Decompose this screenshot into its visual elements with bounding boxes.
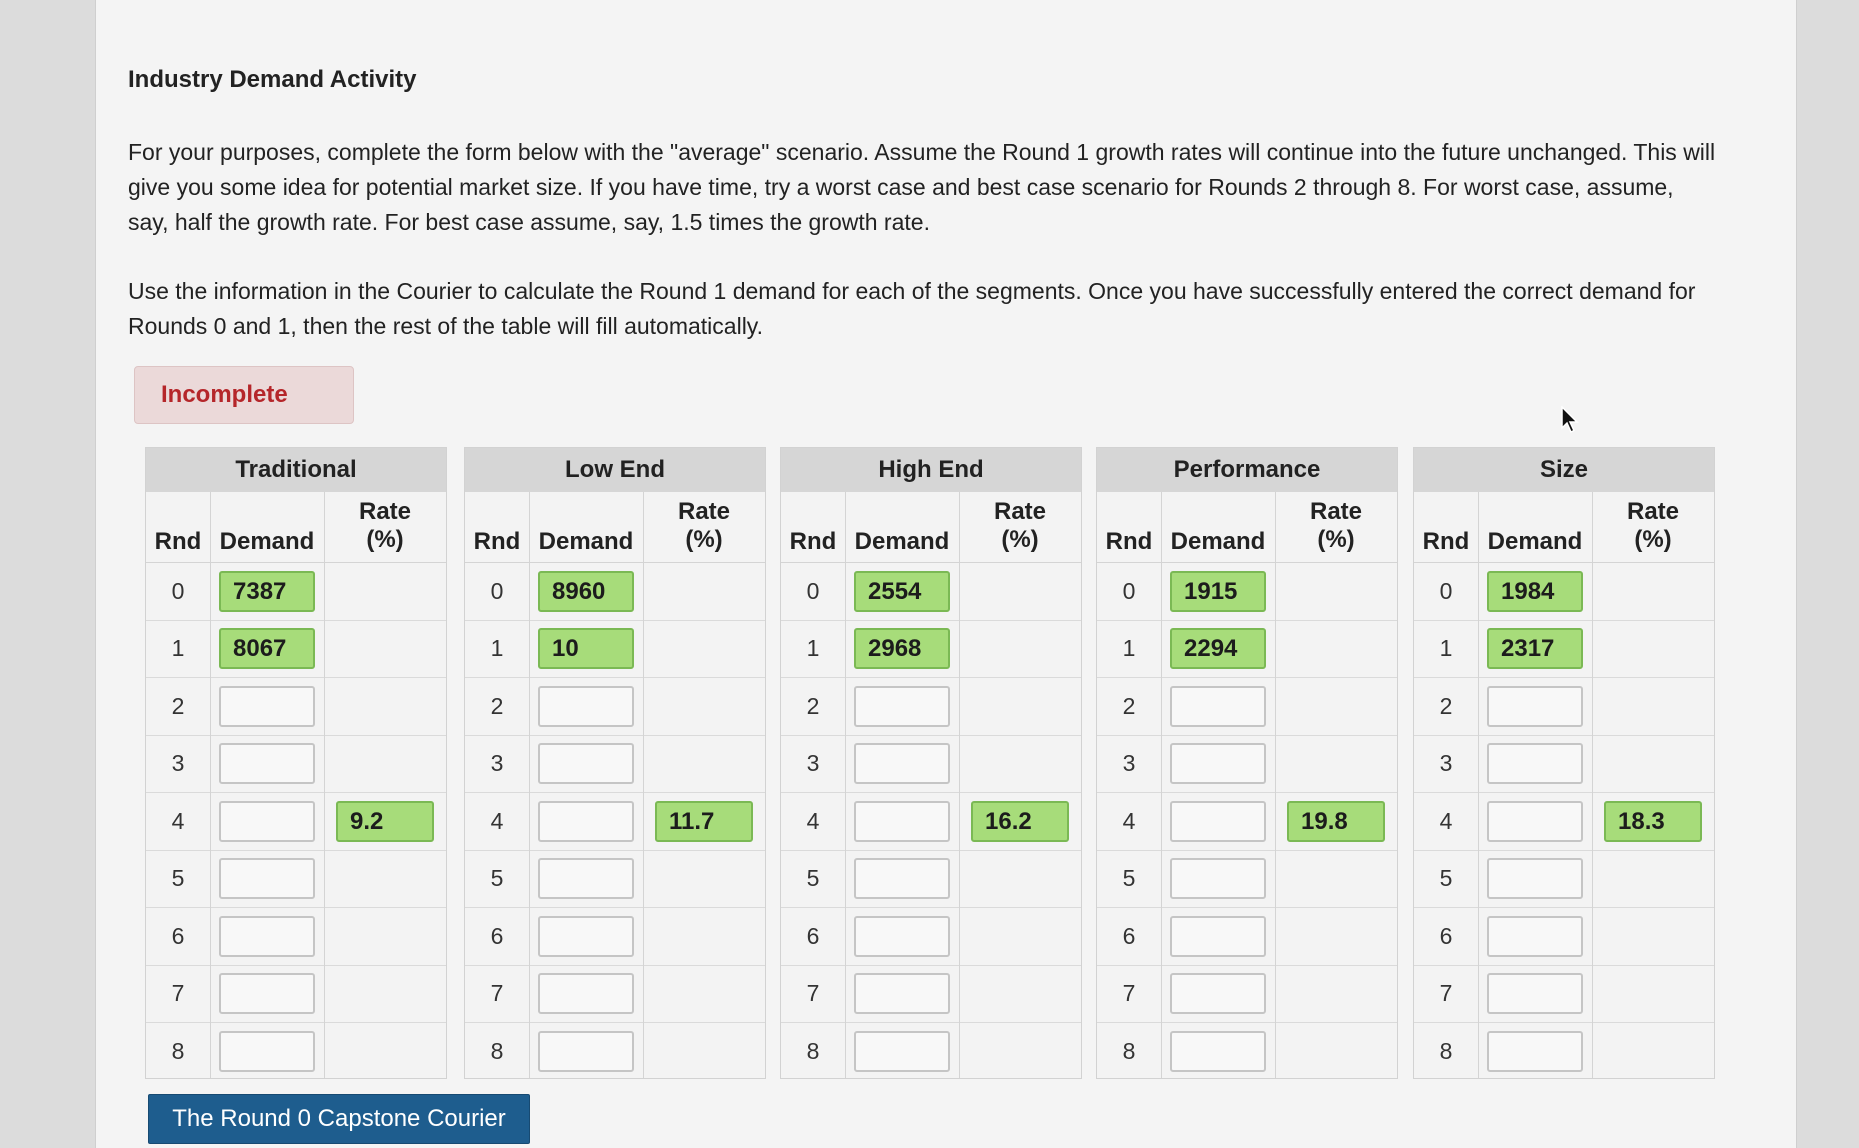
- column-header-row: [1414, 492, 1714, 563]
- table-row: [146, 966, 446, 1024]
- demand-input[interactable]: [219, 686, 315, 727]
- round-number: 2: [490, 692, 504, 719]
- demand-cell: [845, 1031, 959, 1072]
- demand-input[interactable]: 10: [538, 628, 634, 669]
- table-row: [465, 736, 765, 794]
- table-row: [465, 1023, 765, 1081]
- table-row: [781, 621, 1081, 679]
- table-row: [1414, 621, 1714, 679]
- status-badge: Incomplete: [134, 366, 354, 424]
- segment-body: [146, 492, 446, 1078]
- demand-cell: [210, 571, 324, 612]
- demand-cell: [210, 916, 324, 957]
- round-number: 5: [1439, 865, 1453, 892]
- table-row: [465, 678, 765, 736]
- demand-cell: [529, 571, 643, 612]
- demand-cell: [1161, 686, 1275, 727]
- rate-input[interactable]: 19.8: [1287, 801, 1385, 842]
- demand-cell: [845, 801, 959, 842]
- segment-body: [781, 492, 1081, 1078]
- round-number: 7: [490, 980, 504, 1007]
- table-row: [1097, 966, 1397, 1024]
- demand-cell: [1478, 801, 1592, 842]
- round-number: 4: [490, 807, 504, 834]
- table-row: [781, 908, 1081, 966]
- rate-header-line1: Rate: [1309, 498, 1363, 525]
- table-row: [465, 851, 765, 909]
- segment-title: High End: [781, 448, 1081, 492]
- table-row: [1097, 1023, 1397, 1081]
- demand-input[interactable]: [538, 1031, 634, 1072]
- table-row: [781, 563, 1081, 621]
- segment-title: Performance: [1097, 448, 1397, 492]
- round-number: 1: [1122, 635, 1136, 662]
- segment-title: Low End: [465, 448, 765, 492]
- demand-cell: [1478, 571, 1592, 612]
- demand-input[interactable]: [219, 743, 315, 784]
- demand-input[interactable]: [1170, 858, 1266, 899]
- rate-header-line1: Rate: [1626, 498, 1680, 525]
- table-row: [781, 678, 1081, 736]
- round-number: 7: [1439, 980, 1453, 1007]
- segment-table-traditional: [145, 447, 447, 1079]
- demand-cell: [529, 916, 643, 957]
- round-number: 7: [171, 980, 185, 1007]
- table-row: [1414, 908, 1714, 966]
- demand-cell: [845, 858, 959, 899]
- round-number: 6: [490, 922, 504, 949]
- table-row: [1414, 563, 1714, 621]
- demand-input[interactable]: [1170, 1031, 1266, 1072]
- demand-input[interactable]: [538, 858, 634, 899]
- round-number: 1: [806, 635, 820, 662]
- demand-input[interactable]: [1170, 686, 1266, 727]
- table-row: [1097, 621, 1397, 679]
- round-number: 5: [490, 865, 504, 892]
- demand-input[interactable]: [219, 801, 315, 842]
- table-row: [465, 621, 765, 679]
- instructions-paragraph-1: For your purposes, complete the form below with the "average" scenario. Assume the Round 1 growth rates will continue into the future unchanged. This will give you some idea for potential market size. If you have time, try a worst case and best case scenario for Rounds 2 through 8. For worst case, assume, say, half the growth rate. For best case assume, say, 1.5 times the growth rate.: [128, 139, 1716, 235]
- demand-cell: [529, 858, 643, 899]
- segment-table-size: [1413, 447, 1715, 1079]
- demand-input[interactable]: [219, 916, 315, 957]
- table-row: [1414, 736, 1714, 794]
- round-number: 1: [171, 635, 185, 662]
- column-header-rnd: Rnd: [473, 528, 521, 555]
- demand-cell: [1161, 858, 1275, 899]
- rate-input[interactable]: 16.2: [971, 801, 1069, 842]
- table-row: [146, 793, 446, 851]
- demand-input[interactable]: [854, 916, 950, 957]
- demand-input[interactable]: [538, 916, 634, 957]
- rate-header-line2: (%): [1634, 526, 1672, 553]
- rate-header-line1: Rate: [358, 498, 412, 525]
- table-row: [146, 851, 446, 909]
- demand-input[interactable]: [219, 1031, 315, 1072]
- column-header-rate: [1275, 492, 1397, 562]
- demand-cell: [529, 628, 643, 669]
- round-number: 2: [1122, 692, 1136, 719]
- rate-cell: [959, 801, 1081, 842]
- table-row: [465, 563, 765, 621]
- round-number: 6: [1122, 922, 1136, 949]
- segment-body: [465, 492, 765, 1078]
- demand-cell: [1161, 801, 1275, 842]
- demand-cell: [210, 1031, 324, 1072]
- demand-cell: [529, 743, 643, 784]
- demand-input[interactable]: 1915: [1170, 571, 1266, 612]
- column-header-row: [1097, 492, 1397, 563]
- demand-input[interactable]: 2317: [1487, 628, 1583, 669]
- rate-header-line2: (%): [366, 526, 404, 553]
- segment-title: Traditional: [146, 448, 446, 492]
- demand-cell: [210, 973, 324, 1014]
- table-row: [465, 908, 765, 966]
- demand-cell: [210, 628, 324, 669]
- segment-table-low-end: [464, 447, 766, 1079]
- demand-cell: [529, 1031, 643, 1072]
- column-header-row: [465, 492, 765, 563]
- round-number: 2: [806, 692, 820, 719]
- demand-cell: [1478, 1031, 1592, 1072]
- round-number: 6: [171, 922, 185, 949]
- demand-input[interactable]: [854, 1031, 950, 1072]
- table-row: [146, 678, 446, 736]
- instructions-paragraph-2: Use the information in the Courier to calculate the Round 1 demand for each of the segments. Once you have successfully entered the correct demand for Rounds 0 and 1, then the rest of the table will fill automatically.: [128, 278, 1696, 339]
- demand-input[interactable]: 8960: [538, 571, 634, 612]
- demand-input[interactable]: [1170, 973, 1266, 1014]
- demand-cell: [1161, 628, 1275, 669]
- demand-input[interactable]: [219, 973, 315, 1014]
- column-header-row: [146, 492, 446, 563]
- round-number: 5: [806, 865, 820, 892]
- column-header-demand: Demand: [1170, 528, 1266, 555]
- round-number: 0: [1439, 577, 1453, 604]
- round-number: 0: [171, 577, 185, 604]
- demand-input[interactable]: [854, 858, 950, 899]
- demand-input[interactable]: [1487, 1031, 1583, 1072]
- segment-title: Size: [1414, 448, 1714, 492]
- demand-cell: [1161, 571, 1275, 612]
- demand-input[interactable]: [1487, 686, 1583, 727]
- demand-input[interactable]: [538, 801, 634, 842]
- demand-input[interactable]: [1170, 801, 1266, 842]
- demand-cell: [210, 743, 324, 784]
- demand-input[interactable]: [1487, 743, 1583, 784]
- demand-input[interactable]: [854, 686, 950, 727]
- table-row: [1414, 851, 1714, 909]
- round-number: 4: [1439, 807, 1453, 834]
- demand-input[interactable]: 2968: [854, 628, 950, 669]
- round-number: 0: [490, 577, 504, 604]
- table-row: [146, 621, 446, 679]
- demand-cell: [1478, 973, 1592, 1014]
- demand-cell: [845, 628, 959, 669]
- table-row: [465, 793, 765, 851]
- rate-header-line2: (%): [685, 526, 723, 553]
- round-number: 3: [1439, 750, 1453, 777]
- table-row: [146, 736, 446, 794]
- mouse-pointer-icon: [1560, 406, 1580, 436]
- column-header-rnd: Rnd: [154, 528, 202, 555]
- demand-cell: [845, 973, 959, 1014]
- rate-cell: [324, 801, 446, 842]
- demand-input[interactable]: [1487, 801, 1583, 842]
- demand-cell: [210, 858, 324, 899]
- demand-cell: [1478, 858, 1592, 899]
- demand-input[interactable]: [1170, 916, 1266, 957]
- demand-input[interactable]: [538, 686, 634, 727]
- demand-cell: [1161, 973, 1275, 1014]
- demand-input[interactable]: 2554: [854, 571, 950, 612]
- demand-input[interactable]: 8067: [219, 628, 315, 669]
- round-number: 4: [171, 807, 185, 834]
- round-number: 4: [1122, 807, 1136, 834]
- demand-cell: [845, 916, 959, 957]
- demand-cell: [1478, 916, 1592, 957]
- round-number: 4: [806, 807, 820, 834]
- table-row: [1097, 908, 1397, 966]
- demand-cell: [1478, 743, 1592, 784]
- round-number: 1: [490, 635, 504, 662]
- table-row: [1414, 793, 1714, 851]
- segment-table-performance: [1096, 447, 1398, 1079]
- demand-input[interactable]: [538, 973, 634, 1014]
- demand-cell: [1478, 686, 1592, 727]
- table-row: [1097, 563, 1397, 621]
- demand-cell: [1161, 916, 1275, 957]
- table-row: [1097, 736, 1397, 794]
- column-header-rnd: Rnd: [789, 528, 837, 555]
- table-row: [781, 851, 1081, 909]
- column-header-demand: Demand: [854, 528, 950, 555]
- column-header-rate: [324, 492, 446, 562]
- column-header-rate: [959, 492, 1081, 562]
- rate-cell: [643, 801, 765, 842]
- column-header-row: [781, 492, 1081, 563]
- table-row: [1414, 678, 1714, 736]
- round-number: 3: [1122, 750, 1136, 777]
- round-number: 8: [171, 1038, 185, 1065]
- demand-cell: [529, 801, 643, 842]
- table-row: [1097, 678, 1397, 736]
- demand-input[interactable]: 1984: [1487, 571, 1583, 612]
- segment-table-high-end: [780, 447, 1082, 1079]
- segment-body: [1414, 492, 1714, 1078]
- column-header-rate: [643, 492, 765, 562]
- table-row: [465, 966, 765, 1024]
- column-header-rnd: Rnd: [1422, 528, 1470, 555]
- demand-input[interactable]: 2294: [1170, 628, 1266, 669]
- round-number: 2: [1439, 692, 1453, 719]
- demand-input[interactable]: [538, 743, 634, 784]
- round-number: 7: [806, 980, 820, 1007]
- rate-cell: [1275, 801, 1397, 842]
- demand-input[interactable]: [854, 801, 950, 842]
- table-row: [781, 736, 1081, 794]
- table-row: [781, 1023, 1081, 1081]
- courier-button[interactable]: The Round 0 Capstone Courier: [148, 1094, 530, 1144]
- rate-header-line2: (%): [1001, 526, 1039, 553]
- column-header-demand: Demand: [1487, 528, 1583, 555]
- demand-input[interactable]: 7387: [219, 571, 315, 612]
- demand-input[interactable]: [1487, 916, 1583, 957]
- table-row: [1414, 1023, 1714, 1081]
- demand-input[interactable]: [854, 973, 950, 1014]
- demand-cell: [210, 801, 324, 842]
- demand-cell: [1478, 628, 1592, 669]
- round-number: 3: [171, 750, 185, 777]
- rate-header-line1: Rate: [677, 498, 731, 525]
- demand-cell: [845, 571, 959, 612]
- round-number: 8: [806, 1038, 820, 1065]
- table-row: [1097, 793, 1397, 851]
- column-header-demand: Demand: [538, 528, 634, 555]
- round-number: 2: [171, 692, 185, 719]
- column-header-rnd: Rnd: [1105, 528, 1153, 555]
- round-number: 8: [490, 1038, 504, 1065]
- table-row: [1097, 851, 1397, 909]
- table-row: [146, 908, 446, 966]
- round-number: 3: [490, 750, 504, 777]
- table-row: [146, 563, 446, 621]
- demand-cell: [529, 973, 643, 1014]
- rate-header-line1: Rate: [993, 498, 1047, 525]
- column-header-demand: Demand: [219, 528, 315, 555]
- table-row: [781, 793, 1081, 851]
- demand-cell: [845, 743, 959, 784]
- round-number: 8: [1439, 1038, 1453, 1065]
- demand-cell: [529, 686, 643, 727]
- page-title: Industry Demand Activity: [128, 66, 417, 93]
- rate-header-line2: (%): [1317, 526, 1355, 553]
- round-number: 1: [1439, 635, 1453, 662]
- demand-input[interactable]: [1170, 743, 1266, 784]
- rate-input[interactable]: 18.3: [1604, 801, 1702, 842]
- demand-cell: [1161, 743, 1275, 784]
- demand-cell: [1161, 1031, 1275, 1072]
- rate-input[interactable]: 9.2: [336, 801, 434, 842]
- round-number: 3: [806, 750, 820, 777]
- table-row: [146, 1023, 446, 1081]
- demand-cell: [210, 686, 324, 727]
- rate-cell: [1592, 801, 1714, 842]
- table-row: [1414, 966, 1714, 1024]
- table-row: [781, 966, 1081, 1024]
- round-number: 5: [1122, 865, 1136, 892]
- demand-cell: [845, 686, 959, 727]
- round-number: 5: [171, 865, 185, 892]
- demand-input[interactable]: [1487, 973, 1583, 1014]
- column-header-rate: [1592, 492, 1714, 562]
- demand-input[interactable]: [1487, 858, 1583, 899]
- round-number: 0: [1122, 577, 1136, 604]
- demand-input[interactable]: [219, 858, 315, 899]
- round-number: 6: [806, 922, 820, 949]
- round-number: 0: [806, 577, 820, 604]
- round-number: 6: [1439, 922, 1453, 949]
- segment-body: [1097, 492, 1397, 1078]
- round-number: 7: [1122, 980, 1136, 1007]
- round-number: 8: [1122, 1038, 1136, 1065]
- rate-input[interactable]: 11.7: [655, 801, 753, 842]
- demand-input[interactable]: [854, 743, 950, 784]
